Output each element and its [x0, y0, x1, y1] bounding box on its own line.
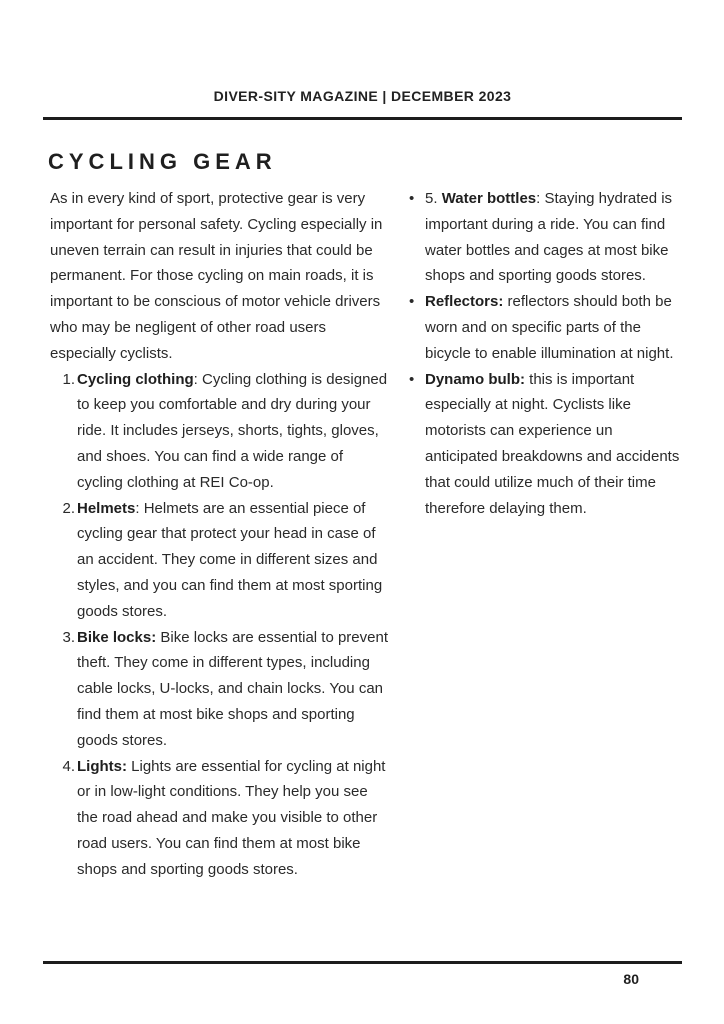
article-columns [50, 186, 682, 883]
list-item-prefix: 5. [425, 190, 442, 207]
list-item-text [425, 289, 682, 366]
list-item-term: Cycling clothing [77, 370, 194, 388]
list-number: 3. [62, 628, 75, 646]
header-divider [43, 117, 682, 120]
list-item-body: this is important especially at night. Cyclists like motorists can experience un anticipated breakdowns and accidents that could utilize much of their time therefore delaying them. [425, 370, 680, 517]
list-item-body: Bike locks are essential to prevent theft. They come in different types, including cable locks, U-locks, and chain locks. You can find them at most bike shops and sporting goods stores. [77, 628, 389, 749]
list-item-reflectors [408, 289, 682, 366]
list-item-body: : Cycling clothing is designed to keep you comfortable and dry during your ride. It includes jerseys, shorts, tights, gloves, and shoes. You can find a wide range of cycling clothing at REI Co-op. [77, 370, 388, 491]
list-item-bike-locks [50, 625, 392, 754]
list-item-text [77, 625, 392, 754]
list-item-cycling-clothing [50, 367, 392, 496]
list-item-term: Lights: [77, 757, 127, 775]
list-number: 4. [62, 757, 75, 775]
list-item-text [425, 186, 682, 289]
list-number: 1. [62, 370, 75, 388]
bullet-icon: • [409, 370, 415, 388]
bullet-icon: • [409, 293, 415, 311]
list-number: 2. [62, 499, 75, 517]
gear-bullet-list [408, 186, 682, 521]
list-item-body: reflectors should both be worn and on specific parts of the bicycle to enable illumination at night. [425, 293, 674, 362]
list-item-term: Dynamo bulb: [425, 370, 525, 388]
list-item-dynamo-bulb [408, 367, 682, 522]
gear-numbered-list [50, 367, 392, 883]
intro-paragraph: As in every kind of sport, protective gear is very important for personal safety. Cycling especially in uneven terrain can result in injuries that could be permanent. For those cycling on main roads, it is important to be conscious of motor vehicle drivers who may be negligent of other road users especially cyclists. [50, 190, 383, 362]
page-header [43, 88, 682, 104]
page-footer [43, 961, 682, 987]
bullet-icon: • [409, 190, 415, 207]
list-item-lights [50, 754, 392, 883]
list-item-text [77, 754, 392, 883]
list-item-body: : Helmets are an essential piece of cycling gear that protect your head in case of an accident. They come in different sizes and styles, and you can find them at most sporting goods stores. [77, 499, 383, 620]
article-title: CYCLING GEAR [48, 149, 277, 174]
list-item-helmets [50, 496, 392, 625]
list-item-body: : Staying hydrated is important during a ride. You can find water bottles and cages at most bike shops and sporting goods stores. [425, 190, 673, 285]
list-item-term: Bike locks: [77, 628, 157, 646]
footer-divider [43, 961, 682, 964]
list-item-term: Water bottles [441, 190, 537, 207]
page-number: 80 [623, 971, 639, 987]
left-column [50, 186, 392, 883]
list-item-text [77, 496, 392, 625]
right-column [408, 186, 682, 883]
list-item-text [77, 367, 392, 496]
list-item-term: Helmets [77, 499, 136, 517]
list-item-term: Reflectors: [425, 293, 504, 311]
list-item-text [425, 367, 682, 522]
list-item-water-bottles [408, 186, 682, 289]
list-item-body: Lights are essential for cycling at night or in low-light conditions. They help you see the road ahead and make you visible to other road users. You can find them at most bike shops and sporting goods stores. [77, 757, 386, 878]
magazine-masthead: DIVER-SITY MAGAZINE | DECEMBER 2023 [213, 88, 512, 104]
